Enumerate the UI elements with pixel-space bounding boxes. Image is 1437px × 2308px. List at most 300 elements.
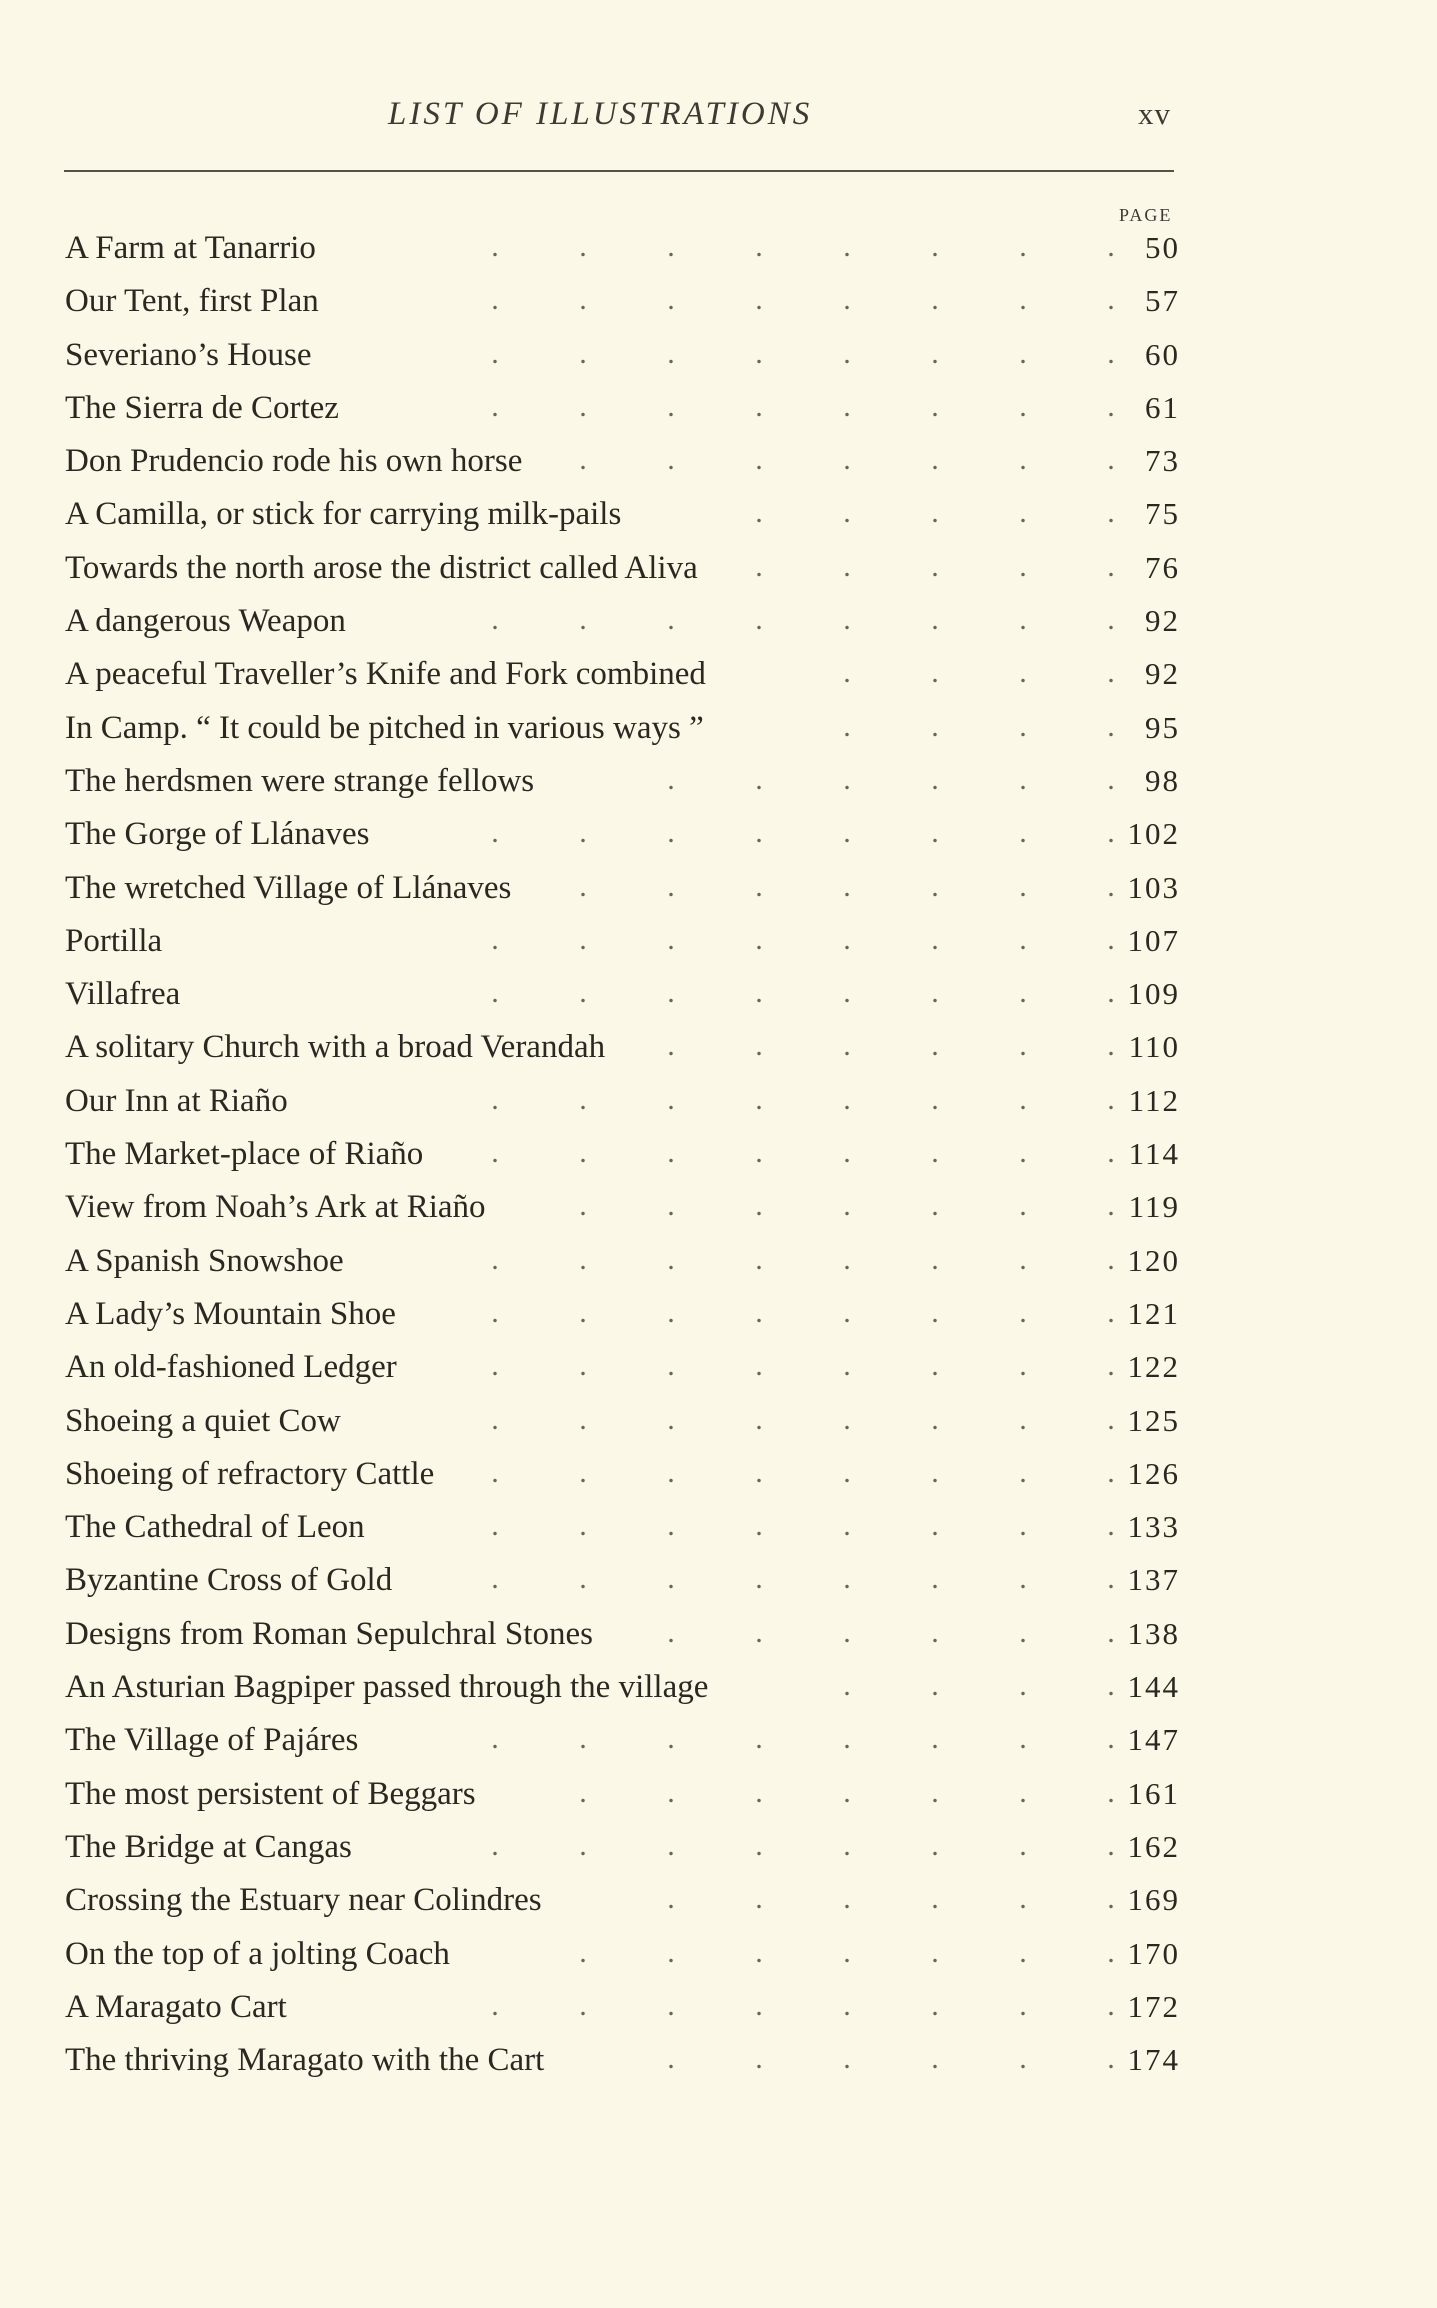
leader-dot: . xyxy=(1019,283,1027,317)
leader-dot: . xyxy=(1107,389,1115,423)
page-number: 119 xyxy=(1128,1189,1180,1225)
leader-dot: . xyxy=(667,1242,675,1276)
illustration-title: Portilla xyxy=(65,922,163,959)
illustration-title: The thriving Maragato with the Cart xyxy=(65,2042,545,2079)
illustration-title: A peaceful Traveller’s Knife and Fork combined xyxy=(65,656,706,693)
leader-dot: . xyxy=(667,1136,675,1170)
page-numeral: xv xyxy=(1138,96,1171,131)
page-column-label: PAGE xyxy=(1119,205,1173,225)
leader-dot: . xyxy=(755,603,763,637)
page-number: 121 xyxy=(1127,1295,1180,1331)
leader-dot: . xyxy=(579,336,587,370)
dot-leader xyxy=(365,603,1155,637)
leader-dot: . xyxy=(579,869,587,903)
illustration-title: The Cathedral of Leon xyxy=(65,1509,365,1546)
illustration-title: Towards the north arose the district called Aliva xyxy=(65,549,698,586)
leader-dot: . xyxy=(931,709,939,743)
leader-dot: . xyxy=(843,1136,851,1170)
leader-dot: . xyxy=(579,1775,587,1809)
page-number: 76 xyxy=(1145,549,1180,585)
leader-dot: . xyxy=(1107,283,1115,317)
leader-dot: . xyxy=(667,816,675,850)
leader-dot: . xyxy=(579,230,587,263)
leader-dot: . xyxy=(1107,1242,1115,1276)
list-item xyxy=(65,2038,1180,2091)
leader-dot: . xyxy=(579,1988,587,2022)
leader-dot: . xyxy=(579,1189,587,1223)
leader-dot: . xyxy=(1107,762,1115,796)
page-number: 144 xyxy=(1127,1669,1180,1705)
leader-dot: . xyxy=(579,1509,587,1543)
leader-dot: . xyxy=(1019,1935,1027,1969)
leader-dot: . xyxy=(931,1189,939,1223)
leader-dot: . xyxy=(1107,2042,1115,2076)
leader-dot: . xyxy=(843,709,851,743)
leader-dot: . xyxy=(1107,976,1115,1010)
leader-dot: . xyxy=(755,1509,763,1543)
leader-dot: . xyxy=(491,1402,499,1436)
leader-dot: . xyxy=(579,1082,587,1116)
illustration-title: The herdsmen were strange fellows xyxy=(65,762,535,799)
leader-dot: . xyxy=(1107,1455,1115,1489)
dot-leader xyxy=(365,283,1155,317)
leader-dot: . xyxy=(579,1828,587,1862)
page-number: 161 xyxy=(1127,1775,1180,1811)
dot-leader xyxy=(365,1456,1155,1490)
leader-dot: . xyxy=(1107,1349,1115,1383)
page-number: 125 xyxy=(1127,1402,1180,1438)
leader-dot: . xyxy=(755,230,763,263)
leader-dot: . xyxy=(667,976,675,1010)
leader-dot: . xyxy=(1107,1882,1115,1916)
leader-dot: . xyxy=(579,1455,587,1489)
leader-dot: . xyxy=(1019,1402,1027,1436)
leader-dot: . xyxy=(931,336,939,370)
illustration-title: An Asturian Bagpiper passed through the village xyxy=(65,1669,709,1706)
illustration-title: View from Noah’s Ark at Riaño xyxy=(65,1189,486,1226)
leader-dot: . xyxy=(1107,1828,1115,1862)
leader-dot: . xyxy=(579,283,587,317)
leader-dot: . xyxy=(1107,709,1115,743)
list-item xyxy=(65,1025,1180,1078)
leader-dot: . xyxy=(579,1562,587,1596)
page-number: 92 xyxy=(1145,656,1180,692)
list-item xyxy=(65,226,1180,279)
leader-dot: . xyxy=(1019,762,1027,796)
page-number: 110 xyxy=(1128,1029,1180,1065)
page-number: 147 xyxy=(1127,1722,1180,1758)
leader-dot: . xyxy=(931,1455,939,1489)
leader-dot: . xyxy=(931,603,939,637)
dot-leader xyxy=(365,1562,1155,1596)
leader-dot: . xyxy=(1019,656,1027,690)
leader-dot: . xyxy=(755,1349,763,1383)
leader-dot: . xyxy=(931,1775,939,1809)
leader-dot: . xyxy=(755,1562,763,1596)
leader-dot: . xyxy=(579,1935,587,1969)
dot-leader xyxy=(365,1936,1155,1970)
list-item xyxy=(65,1772,1180,1825)
leader-dot: . xyxy=(1019,496,1027,530)
leader-dot: . xyxy=(755,283,763,317)
leader-dot: . xyxy=(755,1402,763,1436)
leader-dot: . xyxy=(667,336,675,370)
leader-dot: . xyxy=(491,1295,499,1329)
leader-dot: . xyxy=(931,1136,939,1170)
leader-dot: . xyxy=(1019,1722,1027,1756)
leader-dot: . xyxy=(667,443,675,477)
leader-dot: . xyxy=(491,1988,499,2022)
leader-dot: . xyxy=(1019,1775,1027,1809)
list-item xyxy=(65,1132,1180,1185)
leader-dot: . xyxy=(491,603,499,637)
leader-dot: . xyxy=(491,283,499,317)
leader-dot: . xyxy=(843,603,851,637)
leader-dot: . xyxy=(1107,869,1115,903)
leader-dot: . xyxy=(755,762,763,796)
leader-dot: . xyxy=(755,869,763,903)
leader-dot: . xyxy=(755,2042,763,2076)
list-item xyxy=(65,812,1180,865)
leader-dot: . xyxy=(667,1935,675,1969)
page-number: 169 xyxy=(1127,1882,1180,1918)
illustration-title: Our Inn at Riaño xyxy=(65,1082,288,1119)
list-item xyxy=(65,759,1180,812)
leader-dot: . xyxy=(755,1828,763,1862)
leader-dot: . xyxy=(755,816,763,850)
leader-dot: . xyxy=(843,1242,851,1276)
leader-dot: . xyxy=(931,816,939,850)
leader-dot: . xyxy=(755,1189,763,1223)
leader-dot: . xyxy=(755,922,763,956)
leader-dot: . xyxy=(931,1935,939,1969)
leader-dot: . xyxy=(1107,443,1115,477)
list-item xyxy=(65,1718,1180,1771)
leader-dot: . xyxy=(1019,549,1027,583)
leader-dot: . xyxy=(843,1349,851,1383)
leader-dot: . xyxy=(491,1082,499,1116)
leader-dot: . xyxy=(931,976,939,1010)
leader-dot: . xyxy=(491,1828,499,1862)
page-number: 60 xyxy=(1145,336,1180,372)
leader-dot: . xyxy=(667,603,675,637)
illustration-title: A Maragato Cart xyxy=(65,1988,287,2025)
dot-leader xyxy=(365,923,1155,957)
leader-dot: . xyxy=(491,1136,499,1170)
leader-dot: . xyxy=(1019,1615,1027,1649)
illustration-title: A Farm at Tanarrio xyxy=(65,230,316,266)
leader-dot: . xyxy=(843,1082,851,1116)
illustration-title: The wretched Village of Llánaves xyxy=(65,869,512,906)
leader-dot: . xyxy=(931,389,939,423)
page-number: 61 xyxy=(1145,389,1180,425)
illustration-title: A Spanish Snowshoe xyxy=(65,1242,344,1279)
page-number: 126 xyxy=(1127,1455,1180,1491)
list-item xyxy=(65,866,1180,919)
leader-dot: . xyxy=(667,1509,675,1543)
leader-dot: . xyxy=(667,2042,675,2076)
leader-dot: . xyxy=(931,762,939,796)
illustration-title: The most persistent of Beggars xyxy=(65,1775,476,1812)
list-item xyxy=(65,1985,1180,2038)
leader-dot: . xyxy=(1107,922,1115,956)
page-number: 112 xyxy=(1128,1082,1180,1118)
leader-dot: . xyxy=(1107,1029,1115,1063)
leader-dot: . xyxy=(1107,1136,1115,1170)
illustration-title: Villafrea xyxy=(65,976,181,1013)
leader-dot: . xyxy=(491,922,499,956)
leader-dot: . xyxy=(579,816,587,850)
dot-leader xyxy=(365,1989,1155,2023)
illustration-title: Byzantine Cross of Gold xyxy=(65,1562,393,1599)
page-number: 73 xyxy=(1145,443,1180,479)
leader-dot: . xyxy=(579,1722,587,1756)
leader-dot: . xyxy=(491,976,499,1010)
list-item xyxy=(65,1185,1180,1238)
illustration-title: On the top of a jolting Coach xyxy=(65,1935,450,1972)
leader-dot: . xyxy=(579,1402,587,1436)
leader-dot: . xyxy=(1019,922,1027,956)
leader-dot: . xyxy=(1019,443,1027,477)
page-number: 98 xyxy=(1145,762,1180,798)
leader-dot: . xyxy=(667,1722,675,1756)
leader-dot: . xyxy=(843,1029,851,1063)
leader-dot: . xyxy=(1019,1242,1027,1276)
illustration-title: The Gorge of Llánaves xyxy=(65,816,370,853)
leader-dot: . xyxy=(1107,603,1115,637)
leader-dot: . xyxy=(579,1136,587,1170)
list-item xyxy=(65,386,1180,439)
leader-dot: . xyxy=(1019,1455,1027,1489)
leader-dot: . xyxy=(491,1242,499,1276)
illustration-title: A dangerous Weapon xyxy=(65,603,346,640)
leader-dot: . xyxy=(931,1029,939,1063)
leader-dot: . xyxy=(931,1295,939,1329)
dot-leader xyxy=(365,1243,1155,1277)
page-number: 103 xyxy=(1127,869,1180,905)
leader-dot: . xyxy=(1019,336,1027,370)
leader-dot: . xyxy=(667,389,675,423)
leader-dot: . xyxy=(843,869,851,903)
list-item xyxy=(65,652,1180,705)
illustration-title: The Sierra de Cortez xyxy=(65,389,339,426)
illustration-title: Our Tent, first Plan xyxy=(65,283,319,320)
leader-dot: . xyxy=(755,1242,763,1276)
leader-dot: . xyxy=(1107,1775,1115,1809)
leader-dot: . xyxy=(843,443,851,477)
leader-dot: . xyxy=(1107,1402,1115,1436)
leader-dot: . xyxy=(931,443,939,477)
leader-dot: . xyxy=(843,816,851,850)
leader-dot: . xyxy=(843,922,851,956)
leader-dot: . xyxy=(1019,603,1027,637)
leader-dot: . xyxy=(667,762,675,796)
leader-dot: . xyxy=(667,1029,675,1063)
page-number: 114 xyxy=(1128,1136,1180,1172)
leader-dot: . xyxy=(1019,1562,1027,1596)
illustration-title: Crossing the Estuary near Colindres xyxy=(65,1882,542,1919)
leader-dot: . xyxy=(667,1189,675,1223)
dot-leader xyxy=(365,976,1155,1010)
leader-dot: . xyxy=(843,1455,851,1489)
leader-dot: . xyxy=(667,1082,675,1116)
leader-dot: . xyxy=(491,230,499,263)
leader-dot: . xyxy=(931,922,939,956)
leader-dot: . xyxy=(667,283,675,317)
page-number: 170 xyxy=(1127,1935,1180,1971)
page-number: 57 xyxy=(1145,283,1180,319)
leader-dot: . xyxy=(843,389,851,423)
leader-dot: . xyxy=(931,283,939,317)
leader-dot: . xyxy=(1019,1669,1027,1703)
leader-dot: . xyxy=(667,1295,675,1329)
leader-dot: . xyxy=(931,1509,939,1543)
leader-dot: . xyxy=(755,1722,763,1756)
page-number: 109 xyxy=(1127,976,1180,1012)
list-item xyxy=(65,1079,1180,1132)
leader-dot: . xyxy=(755,1988,763,2022)
leader-dot: . xyxy=(843,1509,851,1543)
leader-dot: . xyxy=(1107,1562,1115,1596)
leader-dot: . xyxy=(843,1775,851,1809)
leader-dot: . xyxy=(755,443,763,477)
leader-dot: . xyxy=(1107,230,1115,263)
leader-dot: . xyxy=(1019,869,1027,903)
leader-dot: . xyxy=(931,1669,939,1703)
dot-leader xyxy=(365,1083,1155,1117)
leader-dot: . xyxy=(843,762,851,796)
page-number: 174 xyxy=(1127,2042,1180,2078)
list-item xyxy=(65,1399,1180,1452)
dot-leader xyxy=(365,1136,1155,1170)
leader-dot: . xyxy=(579,922,587,956)
page-number: 120 xyxy=(1127,1242,1180,1278)
leader-dot: . xyxy=(667,1882,675,1916)
page-number: 172 xyxy=(1127,1988,1180,2024)
dot-leader xyxy=(365,230,1155,264)
list-item xyxy=(65,1505,1180,1558)
page-number: 75 xyxy=(1145,496,1180,532)
list-item xyxy=(65,439,1180,492)
leader-dot: . xyxy=(755,1935,763,1969)
leader-dot: . xyxy=(667,922,675,956)
illustration-title: Don Prudencio rode his own horse xyxy=(65,443,523,480)
illustration-title: Shoeing of refractory Cattle xyxy=(65,1455,435,1492)
dot-leader xyxy=(365,1349,1155,1383)
leader-dot: . xyxy=(1019,1136,1027,1170)
leader-dot: . xyxy=(755,1082,763,1116)
dot-leader xyxy=(365,1829,1155,1863)
list-item xyxy=(65,1932,1180,1985)
leader-dot: . xyxy=(931,549,939,583)
leader-dot: . xyxy=(931,1349,939,1383)
leader-dot: . xyxy=(843,2042,851,2076)
leader-dot: . xyxy=(843,230,851,263)
page-number: 50 xyxy=(1145,230,1180,265)
leader-dot: . xyxy=(843,976,851,1010)
leader-dot: . xyxy=(755,1029,763,1063)
dot-leader xyxy=(365,390,1155,424)
list-item xyxy=(65,706,1180,759)
leader-dot: . xyxy=(755,549,763,583)
leader-dot: . xyxy=(843,496,851,530)
page-number: 133 xyxy=(1127,1509,1180,1545)
illustration-title: Designs from Roman Sepulchral Stones xyxy=(65,1615,593,1652)
leader-dot: . xyxy=(1019,2042,1027,2076)
leader-dot: . xyxy=(1107,1669,1115,1703)
leader-dot: . xyxy=(1107,1615,1115,1649)
illustration-title: The Village of Pajáres xyxy=(65,1722,359,1759)
leader-dot: . xyxy=(931,2042,939,2076)
leader-dot: . xyxy=(491,1509,499,1543)
leader-dot: . xyxy=(931,230,939,263)
leader-dot: . xyxy=(579,1295,587,1329)
leader-dot: . xyxy=(667,1455,675,1489)
page-number: 95 xyxy=(1145,709,1180,745)
leader-dot: . xyxy=(1107,656,1115,690)
leader-dot: . xyxy=(755,1882,763,1916)
list-item xyxy=(65,1452,1180,1505)
leader-dot: . xyxy=(579,603,587,637)
header-rule xyxy=(64,170,1174,172)
leader-dot: . xyxy=(667,1828,675,1862)
leader-dot: . xyxy=(843,1722,851,1756)
leader-dot: . xyxy=(667,1615,675,1649)
leader-dot: . xyxy=(1019,816,1027,850)
list-item xyxy=(65,972,1180,1025)
leader-dot: . xyxy=(491,336,499,370)
leader-dot: . xyxy=(1107,1082,1115,1116)
list-item xyxy=(65,1558,1180,1611)
leader-dot: . xyxy=(843,656,851,690)
leader-dot: . xyxy=(579,1242,587,1276)
illustration-title: Severiano’s House xyxy=(65,336,312,373)
leader-dot: . xyxy=(579,976,587,1010)
leader-dot: . xyxy=(843,1882,851,1916)
leader-dot: . xyxy=(931,1882,939,1916)
leader-dot: . xyxy=(1019,1189,1027,1223)
dot-leader xyxy=(365,1722,1155,1756)
dot-leader xyxy=(365,816,1155,850)
leader-dot: . xyxy=(491,389,499,423)
leader-dot: . xyxy=(1107,496,1115,530)
leader-dot: . xyxy=(1107,816,1115,850)
page-header xyxy=(0,96,1437,146)
leader-dot: . xyxy=(1019,389,1027,423)
illustration-title: In Camp. “ It could be pitched in various ways ” xyxy=(65,709,704,746)
illustration-title: Shoeing a quiet Cow xyxy=(65,1402,341,1439)
leader-dot: . xyxy=(1019,1295,1027,1329)
leader-dot: . xyxy=(931,1828,939,1862)
leader-dot: . xyxy=(755,1615,763,1649)
leader-dot: . xyxy=(1019,1988,1027,2022)
leader-dot: . xyxy=(1107,1988,1115,2022)
leader-dot: . xyxy=(491,1455,499,1489)
leader-dot: . xyxy=(755,496,763,530)
leader-dot: . xyxy=(931,1722,939,1756)
leader-dot: . xyxy=(1107,1935,1115,1969)
leader-dot: . xyxy=(843,1828,851,1862)
list-item xyxy=(65,546,1180,599)
leader-dot: . xyxy=(843,1402,851,1436)
leader-dot: . xyxy=(667,1349,675,1383)
list-item xyxy=(65,1878,1180,1931)
leader-dot: . xyxy=(931,1402,939,1436)
leader-dot: . xyxy=(491,1349,499,1383)
page-number: 92 xyxy=(1145,603,1180,639)
dot-leader xyxy=(365,1296,1155,1330)
list-item xyxy=(65,492,1180,545)
